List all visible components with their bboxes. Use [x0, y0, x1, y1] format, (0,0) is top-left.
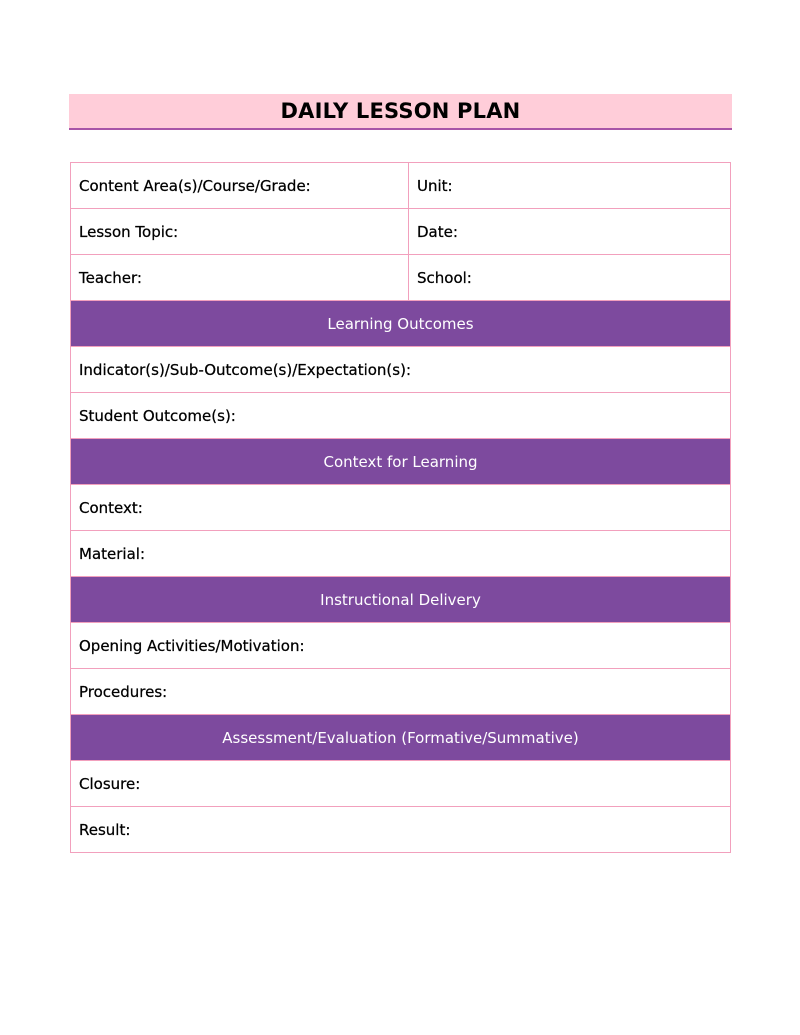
closure-field[interactable]: Closure: — [71, 761, 731, 807]
section-heading-learning-outcomes: Learning Outcomes — [71, 301, 731, 347]
lesson-topic-field[interactable]: Lesson Topic: — [71, 209, 409, 255]
table-row — [71, 255, 731, 301]
context-field[interactable]: Context: — [71, 485, 731, 531]
section-heading-assessment-evaluation: Assessment/Evaluation (Formative/Summative) — [71, 715, 731, 761]
table-row — [71, 485, 731, 531]
table-row — [71, 807, 731, 853]
material-field[interactable]: Material: — [71, 531, 731, 577]
teacher-field[interactable]: Teacher: — [71, 255, 409, 301]
school-field[interactable]: School: — [409, 255, 731, 301]
student-outcomes-field[interactable]: Student Outcome(s): — [71, 393, 731, 439]
table-row — [71, 393, 731, 439]
section-header-row — [71, 715, 731, 761]
section-heading-instructional-delivery: Instructional Delivery — [71, 577, 731, 623]
opening-activities-field[interactable]: Opening Activities/Motivation: — [71, 623, 731, 669]
section-heading-context-for-learning: Context for Learning — [71, 439, 731, 485]
page-title: DAILY LESSON PLAN — [280, 99, 521, 123]
table-row — [71, 623, 731, 669]
unit-field[interactable]: Unit: — [409, 163, 731, 209]
section-header-row — [71, 577, 731, 623]
title-banner — [69, 94, 732, 130]
table-row — [71, 531, 731, 577]
procedures-field[interactable]: Procedures: — [71, 669, 731, 715]
indicators-field[interactable]: Indicator(s)/Sub-Outcome(s)/Expectation(s): — [71, 347, 731, 393]
section-header-row — [71, 301, 731, 347]
table-row — [71, 163, 731, 209]
section-header-row — [71, 439, 731, 485]
result-field[interactable]: Result: — [71, 807, 731, 853]
date-field[interactable]: Date: — [409, 209, 731, 255]
table-row — [71, 761, 731, 807]
table-row — [71, 347, 731, 393]
table-row — [71, 669, 731, 715]
content-area-field[interactable]: Content Area(s)/Course/Grade: — [71, 163, 409, 209]
lesson-plan-table — [70, 162, 731, 853]
table-row — [71, 209, 731, 255]
